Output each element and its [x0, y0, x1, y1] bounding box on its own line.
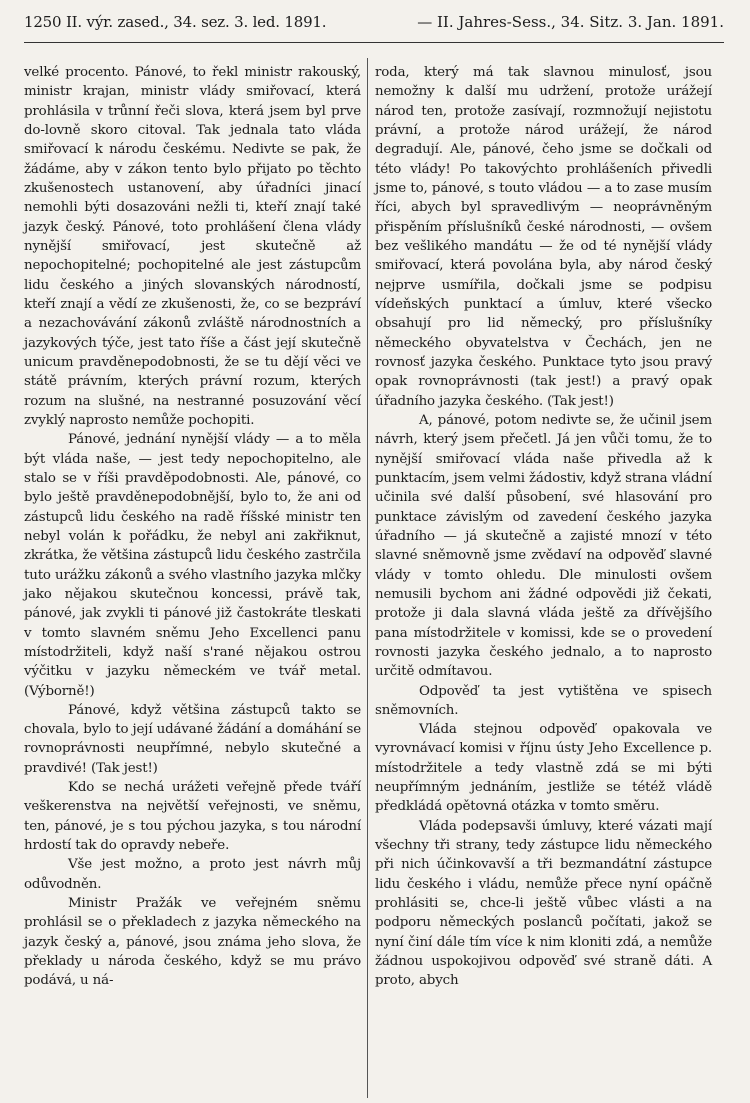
page-header [24, 12, 724, 32]
paragraph: Vláda podepsavši úmluvy, které vázati mají všechny tři strany, tedy zástupce lidu německého při nich účinkovavší a tři bezmandátní zástupce lidu českého i vládu, nemůže přece nyní opáčně prohlásiti se, chce-li ještě vůbec vlásti a na podporu německých poslanců počítati, jakož se nyní činí dále tím více k nim kloniti zdá, a nemůže žádnou uspokojivou odpověď své straně dáti. A proto, abych [375, 818, 712, 989]
header-left [24, 12, 326, 32]
header-german: — II. Jahres-Sess., 34. Sitz. 3. Jan. 1891. [417, 13, 724, 31]
header-rule [24, 42, 724, 43]
right-column [375, 63, 712, 991]
paragraph: Kdo se nechá urážeti veřejně přede tváří veškerenstva na největší veřejnosti, ve sněmu, ten, pánové, je s tou pýchou jazyka, s tou národní hrdostí tak do opravdy nebeře. [24, 780, 361, 854]
paragraph: Ministr Pražák ve veřejném sněmu prohlásil se o překladech z jazyka německého na jazyk český a, pánové, jsou známa jeho slova, že překlady u národa českého, když se mu právo podává, u ná- [24, 896, 361, 989]
paragraph: Vláda stejnou odpověď opakovala ve vyrovnávací komisi v říjnu ústy Jeho Excellence p. místodržitele a tedy vlastně zdá se mi býti neupřímným jednáním, jestliže se tétéž vládě předkládá opětovná otázka v tomto směru. [375, 722, 712, 815]
header-czech: II. výr. zased., 34. sez. 3. led. 1891. [65, 13, 327, 31]
page-number: 1250 [24, 13, 62, 31]
paragraph: roda, který má tak slavnou minulosť, jsou nemožny k další mu udržení, protože urážejí národ ten, protože zasívají, rozmnožují nejistotu právní, a protože národ urážejí, že národ degradují. Ale, pánové, čeho jsme se dočkali od této vlády! Po takovýchto prohlášeních přivedli jsme to, pánové, s touto vládou — a to zase musím říci, abych byl spravedlivým — neoprávněným přispěním příslušníků české národnosti, — ovšem bez vešlikého mandátu — že od té nynější vlády smiřovací, která povolána byla, aby národ český nejprve usmířila, dočkali jsme se podpisu vídeňských punktací a úmluv, které všecko obsahují pro lid německý, pro příslušníky německého obyvatelstva v Čechách, jen ne rovnosť jazyka českého. Punktace tyto jsou pravý opak rovnoprávnosti (tak jest!) a pravý opak úřadního jazyka českého. (Tak jest!) [375, 65, 712, 409]
paragraph: Pánové, jednání nynější vlády — a to měla být vláda naše, — jest tedy nepochopitelno, ale stalo se v říši pravděpodobnosti. Ale, pánové, co bylo ještě pravděnepodobnější, bylo to, že ani od zástupců lidu českého na radě říšské ministr ten nebyl volán k pořádku, že nebyl ani zakřiknut, zkrátka, že většina zástupců lidu českého zastrčila tuto urážku zákonů a svého vlastního jazyka mlčky jako nějakou skutečnou koncessi, právě tak, pánové, jak zvykli ti pánové již častokráte tleskati v tomto slavném sněmu Jeho Excellenci panu místodržiteli, když naší s'rané nějakou ostrou výčitku v jazyku německém ve tvář metal. (Výborně!) [24, 432, 361, 699]
paragraph: Pánové, když většina zástupců takto se chovala, bylo to její udávané žádání a domáhání se rovnoprávnosti neupřímné, nebylo skutečné a pravdivé! (Tak jest!) [24, 702, 361, 776]
paragraph: Odpověď ta jest vytištěna ve spisech sněmovních. [375, 683, 712, 718]
left-column [24, 63, 361, 991]
column-divider [367, 58, 368, 1098]
paragraph: A, pánové, potom nedivte se, že učinil jsem návrh, který jsem přečetl. Já jen vůči tomu, že to nynější smiřovací vláda naše přivedla až k punktacím, jsem velmi žádostiv, když strana vládní učinila své další působení, své hlasování pro punktace závislým od zavedení českého jazyka úřadního — já skutečně a zajisté mnozí v této slavné sněmovně jsme zvědaví na odpověď slavné vlády v tomto ohledu. Dle minulosti ovšem nemusili bychom ani žádné odpovědi již čekati, protože ji dala slavná vláda ještě za dřívějšího pana místodržitele v komissi, kde se o provedení rovnosti jazyka českého jednalo, a to naprosto určitě odmítavou. [375, 412, 712, 680]
paragraph: velké procento. Pánové, to řekl ministr rakouský, ministr krajan, ministr vlády smiřovací, která prohlásila v trůnní řeči slova, která jsem byl prve do-lovně skoro citoval. Tak jednala tato vláda smiřovací k národu českému. Nedivte se pak, že žádáme, aby v zákon tento bylo přijato po těchto zkušenostech ustanovení, aby úřadníci jinací nemohli býti dosazováni nežli ti, kteří znají také jazyk český. Pánové, toto prohlášení člena vlády nynější smiřovací, jest skutečně až nepochopitelné; pochopitelné ale jest zástupcům lidu českého a jiných slovanských národností, kteří znají a vědí ze zkušenosti, že, co se bezpráví a nezachovávání zákonů zvláště národnostních a jazykových týče, jest tato říše a část její skutečně unicum pravděnepodobnosti, že se tu dějí věci ve státě právním, kterých právní rozum, kterých rozum na slušné, na nestranné posuzování věcí zvyklý naprosto nemůže pochopiti. [24, 65, 361, 428]
paragraph: Vše jest možno, a proto jest návrh můj odůvodněn. [24, 857, 361, 892]
